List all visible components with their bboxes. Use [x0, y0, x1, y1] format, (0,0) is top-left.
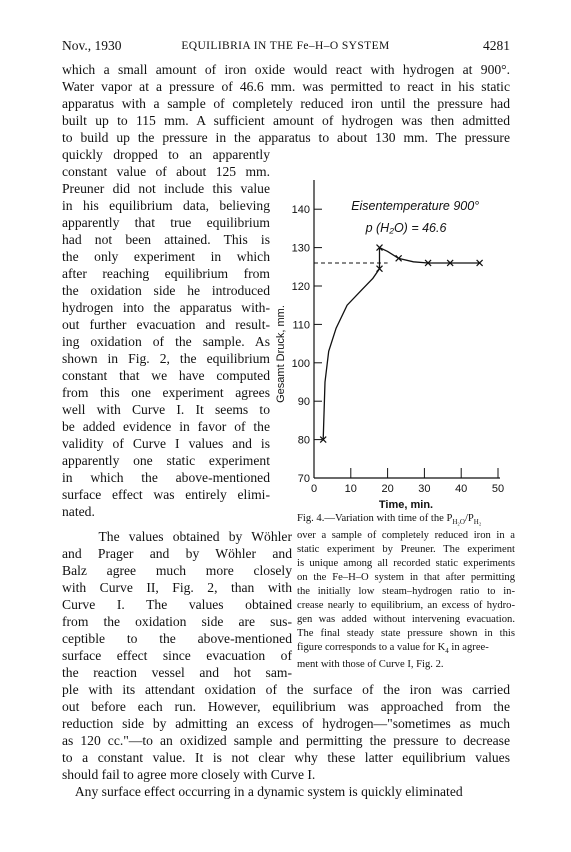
caption-line	[297, 641, 515, 658]
text-line: constant that we have computed	[62, 368, 270, 383]
y-tick-label: 120	[291, 281, 310, 293]
running-header-date: Nov., 1930	[62, 38, 122, 53]
y-axis-label: Gesamt Druck, mm.	[275, 305, 287, 403]
text-line: nated.	[62, 504, 95, 519]
text-line: The values obtained by Wöhler	[62, 529, 292, 544]
text-line: built up to 115 mm. A sufficient amount of hydrogen was then admitted	[62, 113, 510, 128]
text-line: hydrogen into the apparatus with-	[62, 300, 270, 315]
text-line: out before each run. However, equilibrium was approached from the	[62, 699, 510, 714]
chart-title: Eisentemperature 900°	[351, 199, 480, 213]
caption-line: is unique among all recorded static experiments	[297, 558, 515, 570]
left-column-text	[62, 146, 270, 520]
text-line: well with Curve I. It seems to	[62, 402, 270, 417]
caption-line: gen was added without intervening evacuation.	[297, 614, 515, 626]
text-line: should fail to agree more closely with Curve I.	[62, 767, 316, 782]
x-tick-label: 50	[491, 483, 505, 495]
text-line: apparently one static experiment	[62, 453, 270, 468]
text-line: quickly dropped to an apparently	[62, 147, 270, 162]
figure-4-chart	[268, 160, 518, 511]
text-line: in his equilibrium data, believing	[62, 198, 270, 213]
text-line: validity of Curve I values and is	[62, 436, 270, 451]
caption-slash: /P	[464, 513, 474, 524]
text-line: Curve I. The values obtained	[62, 597, 292, 612]
text-line: in which the above-mentioned	[62, 470, 270, 485]
caption-subscript: 4	[445, 647, 449, 656]
text-line: Preuner did not include this value	[62, 181, 270, 196]
text-line: surface effect was entirely elimi-	[62, 487, 270, 502]
text-line: as 120 cc."—to an oxidized sample and permitting the pressure to decrease	[62, 733, 510, 748]
x-tick-label: 20	[381, 483, 394, 495]
text-line: to a constant value. It is not clear why these latter equilibrium values	[62, 750, 510, 765]
page-number: 4281	[483, 38, 510, 53]
caption-text: Fig. 4.—Variation with time of the P	[297, 513, 453, 524]
caption-line: over a sample of completely reduced iron in a	[297, 530, 515, 542]
text-line: and Prager and by Wöhler and	[62, 546, 292, 561]
y-tick-label: 110	[292, 319, 310, 332]
x-axis-label: Time, min.	[378, 499, 434, 511]
middle-column-text	[62, 528, 292, 681]
text-line: Balz agree much more closely	[62, 563, 292, 578]
caption-text: figure corresponds to a value for K	[297, 642, 446, 654]
text-line: apparatus with a sample of completely reduced iron until the pressure had	[62, 96, 510, 111]
y-tick-label: 130	[291, 242, 310, 255]
text-line: reduction side by admitting an excess of hydrogen—"sometimes as much	[62, 716, 510, 731]
text-line: the only experiment in which	[62, 249, 270, 264]
y-tick-label: 100	[291, 357, 310, 370]
text-line: shown in Fig. 2, the equilibrium	[62, 351, 270, 366]
y-tick-label: 140	[291, 204, 310, 217]
caption-subscript: H₂O	[452, 518, 465, 527]
running-header-title: EQUILIBRIA IN THE Fe–H–O SYSTEM	[181, 40, 390, 52]
caption-subscript: H₂	[473, 518, 482, 527]
caption-line	[297, 512, 515, 529]
text-line: Water vapor at a pressure of 46.6 mm. was permitted to react in his static	[62, 79, 510, 94]
text-line: from the oxidation side are sus-	[62, 614, 292, 629]
caption-line: crease nearly to equilibrium, an excess of hydro-	[297, 600, 515, 612]
text-line: apparently that true equilibrium	[62, 215, 270, 230]
text-line: to build up the pressure in the apparatus to about 130 mm. The pressure	[62, 130, 510, 145]
text-line: be added evidence in favor of the	[62, 419, 270, 434]
x-tick-label: 10	[344, 483, 357, 495]
y-tick-label: 70	[297, 473, 310, 485]
text-line: from this one experiment agrees	[62, 385, 270, 400]
text-line: constant value of about 125 mm.	[62, 164, 270, 179]
x-tick-label: 40	[455, 483, 468, 495]
text-line: ple with its attendant oxidation of the surface of the iron was carried	[62, 682, 510, 697]
text-line: after reaching equilibrium from	[62, 266, 270, 281]
text-line: the reaction vessel and hot sam-	[62, 665, 292, 680]
x-tick-label: 30	[418, 483, 431, 495]
caption-line: on the Fe–H–O system in that after permitting	[297, 572, 515, 584]
top-paragraph	[62, 61, 510, 146]
text-line: the oxidation side he introduced	[62, 283, 270, 298]
text-line: Any surface effect occurring in a dynamic system is quickly eliminated	[62, 784, 463, 799]
caption-text: in agree-	[448, 642, 489, 654]
text-line: ceptible to the above-mentioned	[62, 631, 292, 646]
text-line: ing oxidation of the sample. As	[62, 334, 270, 349]
caption-line: The final steady state pressure shown in this	[297, 628, 515, 640]
text-line: with Curve II, Fig. 2, than with	[62, 580, 292, 595]
y-tick-label: 90	[297, 396, 310, 409]
text-line: had not been attained. This is	[62, 232, 270, 247]
text-line: surface effect since evacuation of	[62, 648, 292, 663]
caption-line: the initially low steam–hydrogen ratio to in-	[297, 586, 515, 598]
figure-caption	[297, 512, 515, 672]
caption-line: static experiment by Preuner. The experiment	[297, 544, 515, 556]
y-tick-label: 80	[297, 434, 310, 447]
bottom-paragraph	[62, 681, 510, 800]
series-line-1	[323, 269, 379, 440]
text-line: which a small amount of iron oxide would react with hydrogen at 900°.	[62, 62, 510, 77]
x-tick-label: 0	[310, 483, 318, 495]
text-line: out further evacuation and result-	[62, 317, 270, 332]
chart-subtitle: p (H₂O) = 46.6	[365, 221, 447, 235]
caption-line: ment with those of Curve I, Fig. 2.	[297, 659, 444, 671]
